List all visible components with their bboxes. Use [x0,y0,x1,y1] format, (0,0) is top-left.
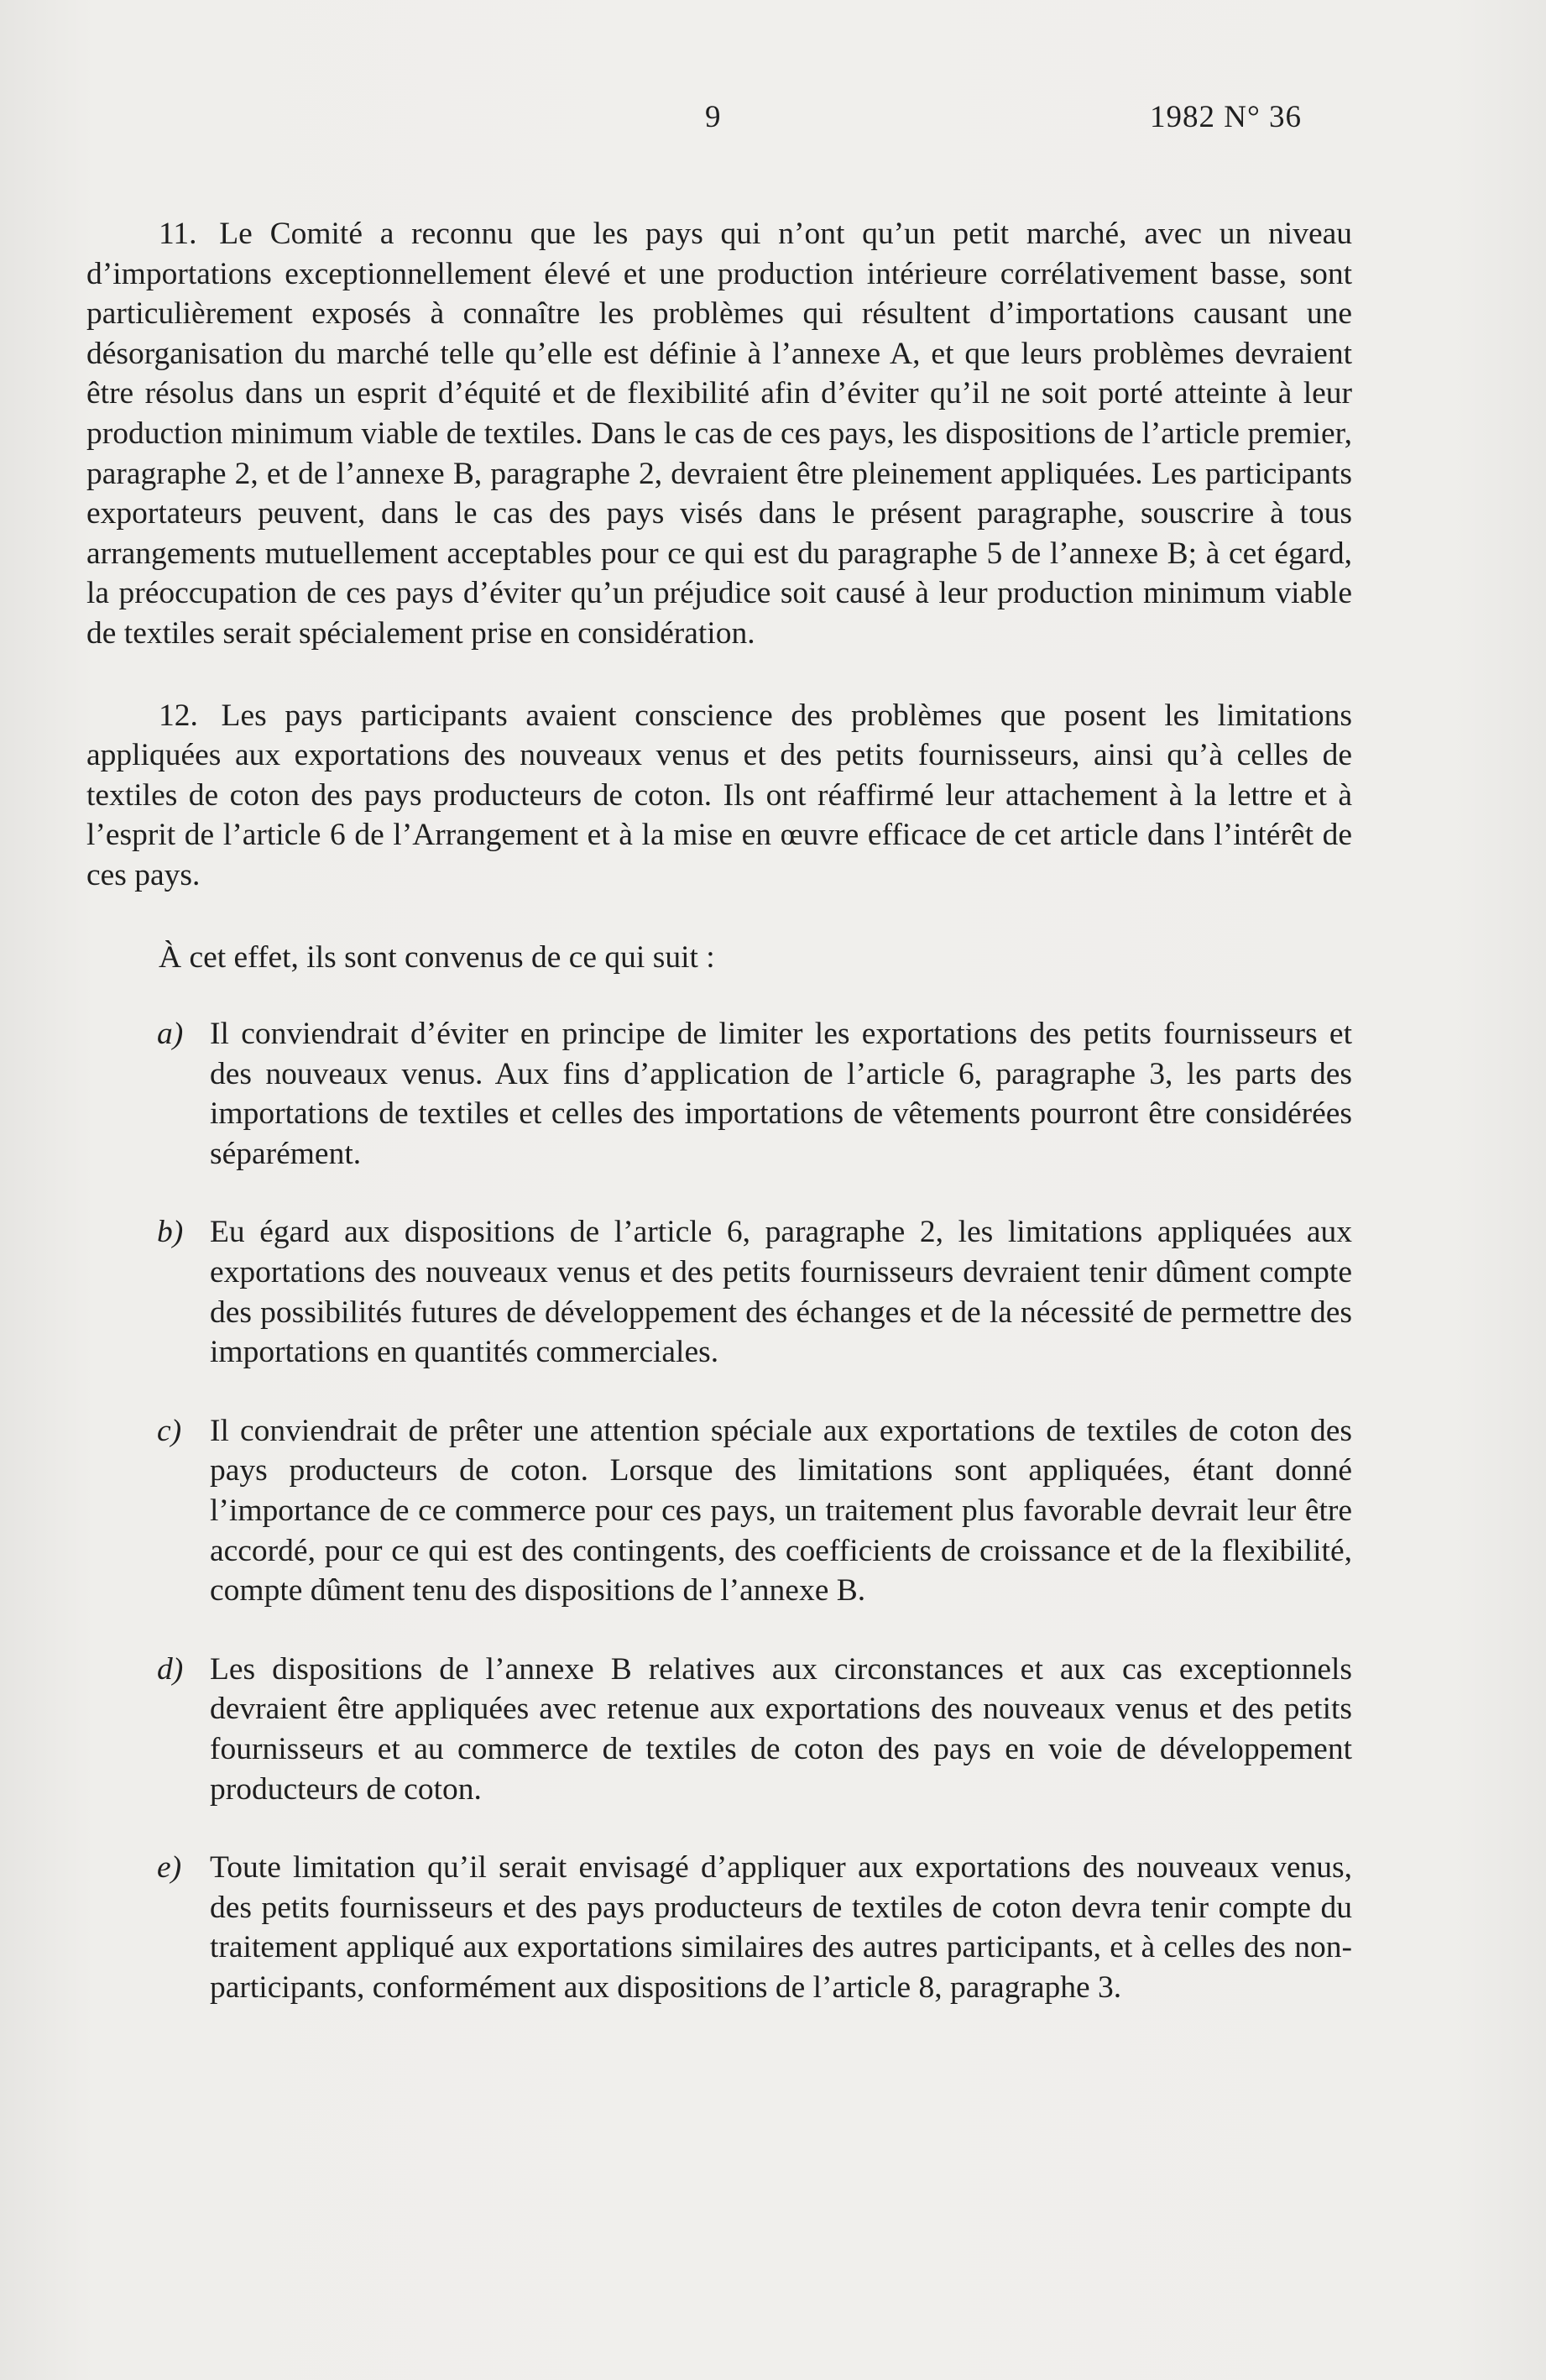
list-item-text: Les dispositions de l’annexe B relatives aux circonstances et aux cas exceptionnels devraient être appliquées avec retenue aux exportations des nouveaux venus et des petits fournisseurs et au commerce de textiles de coton des pays en voie de développement producteurs de coton. [210,1651,1352,1807]
list-intro: À cet effet, ils sont convenus de ce qui suit : [159,939,715,975]
paragraph-12 [86,696,1352,896]
list-item-c [86,1411,1352,1611]
list-item-label: a) [157,1017,184,1052]
paragraph-number: 12. [159,698,198,733]
list-item-d [86,1650,1352,1809]
list-item-label: e) [157,1850,182,1886]
page-number: 9 [705,100,721,134]
list-item-text: Eu égard aux dispositions de l’article 6, paragraphe 2, les limitations appliquées aux exportations des nouveaux venus et des petits fournisseurs devraient tenir dûment compte des possibilités futures de développement des échanges et de la nécessité de permettre des importations en quantités commerciales. [210,1215,1352,1370]
document-reference: 1982 N° 36 [1150,100,1303,134]
list-item-e [86,1848,1352,2007]
document-body [86,214,1352,2047]
list-item-label: b) [157,1215,184,1250]
paragraph-11 [86,214,1352,654]
list-item-b [86,1212,1352,1372]
paragraph-text: Le Comité a reconnu que les pays qui n’ont qu’un petit marché, avec un niveau d’importations exceptionnellement élevé et une production intérieure corrélativement basse, sont particulièrement exposés à connaître les problèmes qui résultent d’importations causant une désorganisation du marché telle qu’elle est définie à l’annexe A, et que leurs problèmes devraient être résolus dans un esprit d’équité et de flexibilité afin d’éviter qu’il ne soit porté atteinte à leur production minimum viable de textiles. Dans le cas de ces pays, les dispositions de l’article premier, paragraphe 2, et de l’annexe B, paragraphe 2, devraient être pleinement appliquées. Les participants exportateurs peuvent, dans le cas des pays visés dans le présent paragraphe, souscrire à tous arrangements mutuellement acceptables pour ce qui est du paragraphe 5 de l’annexe B; à cet égard, la préoccupation de ces pays d’éviter qu’un préjudice soit causé à leur production minimum viable de textiles serait spécialement prise en considération. [86,217,1353,651]
page-header [0,99,1546,149]
paragraph-number: 11. [159,217,197,251]
list-item-label: d) [157,1651,184,1687]
list-item-text: Il conviendrait d’éviter en principe de limiter les exportations des petits fournisseurs et des nouveaux venus. Aux fins d’application de l’article 6, paragraphe 3, les parts des importations de textiles et celles des importations de vêtements pourront être considérées séparément. [210,1017,1352,1171]
list-item-text: Il conviendrait de prêter une attention spéciale aux exportations de textiles de coton des pays producteurs de coton. Lorsque des limitations sont appliquées, étant donné l’importance de ce commerce pour ces pays, un traitement plus favorable devrait leur être accordé, pour ce qui est des contingents, des coefficients de croissance et de la flexibilité, compte dûment tenu des dispositions de l’annexe B. [210,1413,1352,1608]
list-item-label: c) [157,1413,182,1448]
list-item-text: Toute limitation qu’il serait envisagé d’appliquer aux exportations des nouveaux venus, des petits fournisseurs et des pays producteurs de textiles de coton devra tenir compte du traitement appliqué aux exportations similaires des autres participants, et à celles des non-participants, conformément aux dispositions de l’article 8, paragraphe 3. [210,1850,1352,2005]
list-item-a [86,1014,1352,1174]
paragraph-text: Les pays participants avaient conscience des problèmes que posent les limitations appliquées aux exportations des nouveaux venus et des petits fournisseurs, ainsi qu’à celles de textiles de coton des pays producteurs de coton. Ils ont réaffirmé leur attachement à la lettre et à l’esprit de l’article 6 de l’Arrangement et à la mise en œuvre efficace de cet article dans l’intérêt de ces pays. [86,698,1352,892]
